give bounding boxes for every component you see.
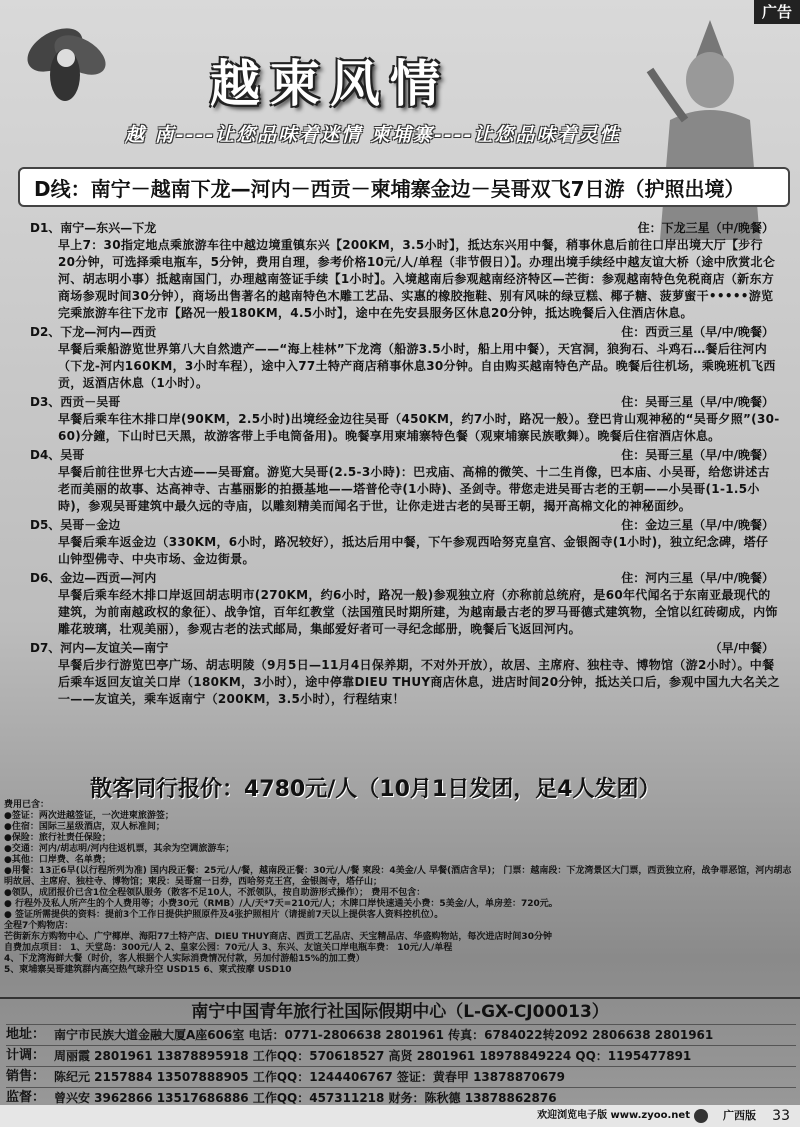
agency-name: 南宁中国青年旅行社国际假期中心（L-GX-CJ00013） bbox=[0, 997, 800, 1025]
day-hotel: （早/中餐） bbox=[709, 641, 774, 655]
fee-line: 5、柬埔寨吴哥建筑群内高空热气球升空 USD15 6、柬式按摩 USD10 bbox=[4, 965, 292, 975]
fee-line: ● 行程外及私人所产生的个人费用等；小费30元（RMB）/人/天*7天=210元/人；木牌口岸快速通关小费：5美金/人，单房差：720元。 bbox=[4, 899, 558, 909]
itinerary-day bbox=[30, 447, 780, 515]
fee-line: ●用餐：13正6早(以行程所列为准) 国内段正餐：25元/人/餐，越南段正餐：30元/人/餐 柬段：4美金/人 早餐(酒店含早)； 门票：越南段：下龙湾景区大门票，西贡独立府，战争罪恶馆，河内胡志明故居、主席府、独柱寺、博物馆；柬段：吴哥窟一日券，西哈努克王宫，金银阁寺，塔仔山； bbox=[4, 866, 792, 887]
day-hotel: 住：下龙三星（中/晚餐） bbox=[637, 221, 774, 235]
fee-line: 费用已含： bbox=[4, 800, 50, 810]
fee-line: ●保险：旅行社责任保险； bbox=[4, 833, 111, 843]
itinerary-day bbox=[30, 324, 780, 392]
day-title: D4、吴哥 bbox=[30, 448, 85, 462]
contact-row bbox=[6, 1045, 796, 1066]
contact-row bbox=[6, 1024, 796, 1045]
day-description: 早餐后乘车返金边（330KM，6小时，路况较好），抵达后用中餐，下午参观西哈努克皇宫、金银阁寺(1小时)，独立纪念碑，塔仔山钟型佛寺、中央市场、金边街景。 bbox=[58, 535, 769, 566]
fee-line: ●签证：两次进越签证，一次进柬旅游签； bbox=[4, 811, 174, 821]
edition-label: 广西版 bbox=[723, 1109, 756, 1122]
fee-line: ● 签证所需提供的资料：提前3个工作日提供护照原件及4张护照相片（请提前7天以上提供客人资料控机位）。 bbox=[4, 910, 444, 920]
day-hotel: 住：吴哥三星（早/中/晚餐） bbox=[621, 448, 774, 462]
ad-tag: 广告 bbox=[754, 0, 800, 24]
contact-info bbox=[6, 1024, 796, 1108]
itinerary-day bbox=[30, 570, 780, 638]
fee-line: ●其他：口岸费、名单费； bbox=[4, 855, 111, 865]
fee-line: 4、下龙湾海鲜大餐（时价，客人根据个人实际消费情况付款，另加付游船15%的加工费） bbox=[4, 954, 365, 964]
day-description: 早餐后前往世界七大古迹——吴哥窟。游览大吴哥(2.5-3小時)：巴戎庙、高棉的微笑、十二生肖像，巴本庙、小吴哥，给您讲述古老而美丽的故事、达高神寺、古墓丽影的拍摄基地——塔普伦寺(1小時)、圣剑寺。带您走进吴哥古老的王朝——小吴哥(1-1.5小時)，参观吴哥建筑中最久远的寺庙，以雕刻精美而闻名于世，让你走进古老的吴哥王朝，揭开高棉文化的神秘面纱。 bbox=[58, 465, 770, 513]
flower-logo-icon bbox=[0, 0, 140, 120]
itinerary bbox=[30, 218, 780, 708]
day-description: 早餐后乘船游览世界第八大自然遗产——“海上桂林”下龙湾（船游3.5小时，船上用中餐），天宫洞，狼狗石、斗鸡石…餐后往河内（下龙-河内160KM，3小时车程），途中入77土特产商店稍事休息30分钟。自由购买越南特色产品。晚餐后往机场，乘晚班机飞西贡，返酒店休息（1小时）。 bbox=[58, 342, 776, 390]
fee-line: ●住宿：国际三星级酒店，双人标准间； bbox=[4, 822, 165, 832]
route-title: D线：南宁－越南下龙—河内－西贡－柬埔寨金边－吴哥双飞7日游（护照出境） bbox=[18, 167, 790, 207]
contact-label: 销售： bbox=[6, 1069, 46, 1084]
day-hotel: 住：河内三星（早/中/晚餐） bbox=[621, 571, 774, 585]
day-title: D5、吴哥－金边 bbox=[30, 518, 121, 532]
contact-row bbox=[6, 1066, 796, 1087]
day-hotel: 住：金边三星（早/中/晚餐） bbox=[621, 518, 774, 532]
fee-notes bbox=[4, 800, 794, 976]
day-title: D3、西贡－吴哥 bbox=[30, 395, 121, 409]
page-title: 越柬风情 bbox=[210, 54, 450, 113]
fee-line: ●领队，成团报价已含1位全程领队服务（散客不足10人，不派领队，按自助游形式操作）； 费用不包含： bbox=[4, 888, 426, 898]
fee-line: 芒街新东方购物中心、广宁椰岸、海阳77土特产店、DIEU THUY商店、西贡工艺品店、天宝精品店、华盛购物站，每次进店时间30分钟 bbox=[4, 932, 552, 942]
day-description: 早餐后乘车往木排口岸(90KM，2.5小时)出境经金边往吴哥（450KM，约7小时，路况一般）。登巴肯山观神秘的“吴哥夕照”(30-60)分鐘，下山时已天黑，故游客带上手电筒备用)。晚餐享用柬埔寨特色餐（观柬埔寨民族歌舞）。晚餐后住宿酒店休息。 bbox=[58, 412, 780, 443]
day-title: D7、河内—友谊关—南宁 bbox=[30, 641, 169, 655]
page-footer bbox=[0, 1105, 800, 1127]
contact-text: 周丽霞 2801961 13878895918 工作QQ：570618527 高贤 2801961 18978849224 QQ：1195477891 bbox=[54, 1049, 692, 1063]
fee-line: ●交通：河内/胡志明/河内往返机票，其余为空调旅游车； bbox=[4, 844, 235, 854]
day-description: 早上7：30指定地点乘旅游车往中越边境重镇东兴【200KM，3.5小时】，抵达东兴用中餐，稍事休息后前往口岸出境大厅【步行20分钟，可选择乘电瓶车，5分钟，费用自理，参考价格10元/人/单程（非节假日）】。办理出境手续经中越友谊大桥（途中欣赏北仑河、胡志明小事）抵越南国门，办理越南签证手续【1小时】。入境越南后参观越南经济特区—芒街：参观越南特色免税商店（新东方商场参观时间30分钟），商场出售著名的越南特色木雕工艺品、实惠的橡胶拖鞋、别有风味的绿豆糕、椰子糖、菠萝蜜干•••••游览完乘旅游车往下龙市【路况一般180KM，4.5小时】，途中在先安县服务区休息20分钟，抵达晚餐后入住酒店休息。 bbox=[58, 238, 776, 320]
contact-label: 计调： bbox=[6, 1048, 46, 1063]
day-hotel: 住：西贡三星（早/中/晚餐） bbox=[621, 325, 774, 339]
slogan: 越 南----让您品味着迷情 柬埔寨----让您品味着灵性 bbox=[125, 124, 621, 146]
website-link[interactable]: 欢迎浏览电子版 www.zyoo.net bbox=[537, 1110, 690, 1121]
day-description: 早餐后步行游览巴亭广场、胡志明陵（9月5日—11月4日保养期，不对外开放），故居、主席府、独柱寺、博物馆（游2小时）。中餐后乘车返回友谊关口岸（180KM，3小时），途中停靠DIEU THUY商店休息，进店时间20分钟，抵达关口后，参观中国九大名关之一——友谊关，乘车返南宁（200KM，3.5小时），行程结束！ bbox=[58, 658, 780, 706]
contact-text: 南宁市民族大道金融大厦A座606室 电话：0771-2806638 2801961 传真：6784022转2092 2806638 2801961 bbox=[54, 1028, 714, 1042]
itinerary-day bbox=[30, 640, 780, 708]
contact-label: 地址： bbox=[6, 1027, 46, 1042]
itinerary-day bbox=[30, 394, 780, 445]
fee-line: 自费加点项目： 1、天堂岛：300元/人 2、皇家公园：70元/人 3、东兴、友谊关口岸电瓶车费： 10元/人/单程 bbox=[4, 943, 453, 953]
day-title: D6、金边—西贡—河内 bbox=[30, 571, 157, 585]
day-title: D1、南宁—东兴—下龙 bbox=[30, 221, 157, 235]
itinerary-day bbox=[30, 517, 780, 568]
day-title: D2、下龙—河内—西贡 bbox=[30, 325, 157, 339]
fee-line: 全程7个购物店： bbox=[4, 921, 74, 931]
day-description: 早餐后乘车经木排口岸返回胡志明市(270KM，约6小时，路况一般)参观独立府（亦称前总统府，是60年代闻名于东南亚最现代的建筑，为前南越政权的象征）、战争馆，百年红教堂（法国殖民时期所建，为越南最古老的罗马哥德式建筑物，全馆以红砖砌成，内饰雕花玻璃，壮观美丽），参观古老的法式邮局，集邮爱好者可一寻纪念邮册，晚餐后飞返回河内。 bbox=[58, 588, 778, 636]
contact-text: 陈纪元 2157884 13507888905 工作QQ：1244406767 签证：黄春甲 13878870679 bbox=[54, 1070, 565, 1084]
day-hotel: 住：吴哥三星（早/中/晚餐） bbox=[621, 395, 774, 409]
itinerary-day bbox=[30, 220, 780, 322]
page-number: 33 bbox=[772, 1108, 790, 1124]
contact-text: 曾兴安 3962866 13517686886 工作QQ：457311218 财务：陈秋德 13878862876 bbox=[54, 1091, 557, 1105]
price-line: 散客同行报价：4780元/人（10月1日发团，足4人发团） bbox=[90, 777, 661, 802]
contact-label: 监督： bbox=[6, 1090, 46, 1105]
brand-logo-icon bbox=[694, 1109, 708, 1123]
